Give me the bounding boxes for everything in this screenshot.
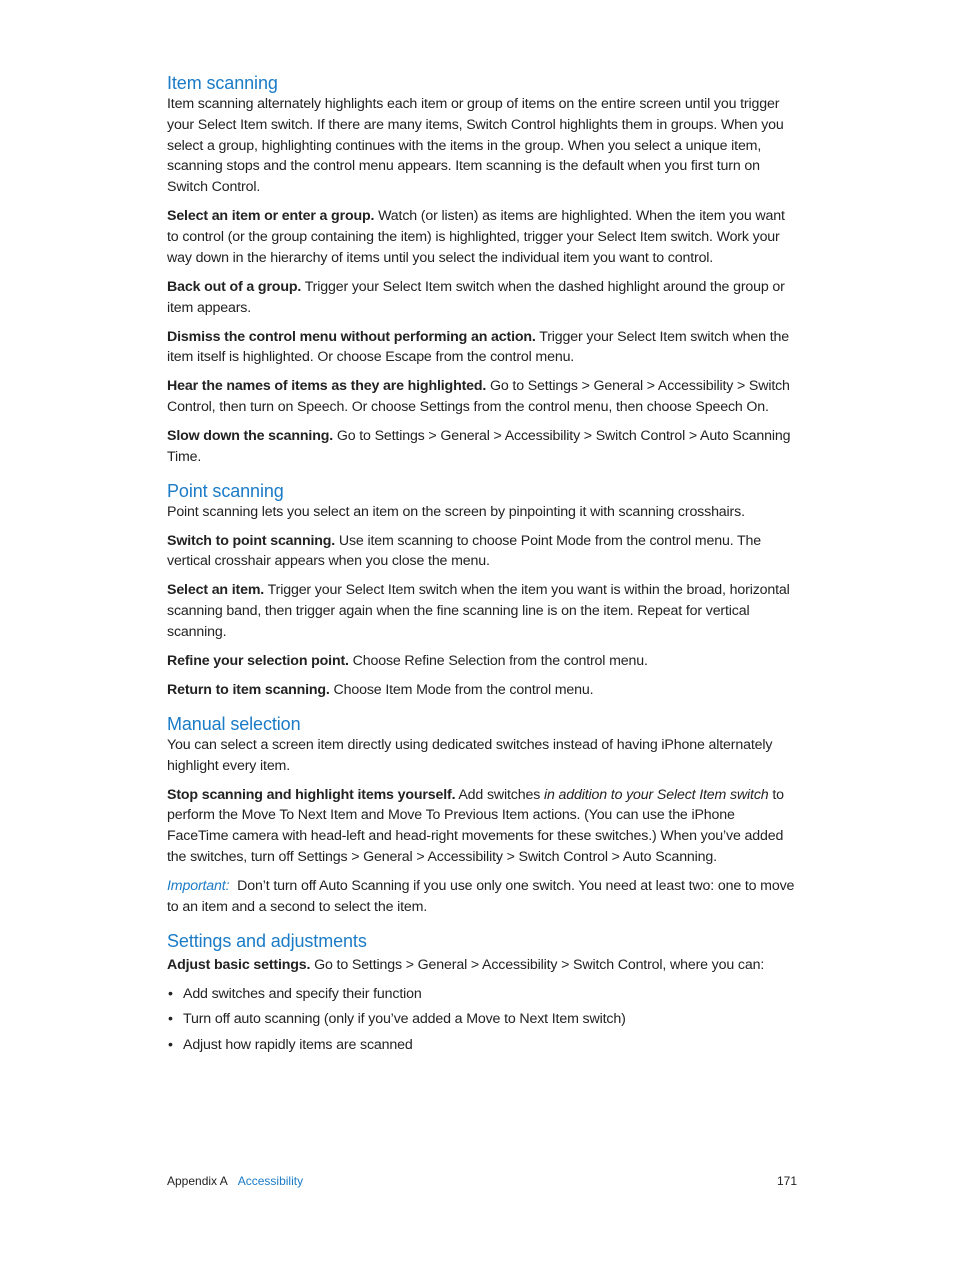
section-item-scanning — [167, 72, 799, 468]
page-content — [167, 72, 799, 1060]
task-paragraph — [167, 955, 799, 976]
section-intro: Item scanning alternately highlights each item or group of items on the entire screen until you trigger your Select Item switch. If there are many items, Switch Control highlights them in groups. When you select a group, highlighting continues with the items in the group. When you select a unique item, scanning stops and the control menu appears. Item scanning is the default when you first turn on Switch Control. — [167, 96, 784, 196]
task-paragraph — [167, 426, 799, 468]
task-text: Trigger your Select Item switch when the item itself is highlighted. Or choose Escape from the control menu. — [167, 328, 789, 366]
section-settings-adjustments — [167, 930, 799, 1056]
task-paragraph — [167, 531, 799, 573]
task-text: Watch (or listen) as items are highlighted. When the item you want to control (or the group containing the item) is highlighted, trigger your Select Item switch. Work your way down in the hierarchy of items until you select the individual item you want to control. — [167, 208, 785, 266]
task-paragraph — [167, 327, 799, 369]
task-lead: Adjust basic settings. — [167, 956, 311, 973]
list-item-text: Add switches and specify their function — [183, 985, 422, 1002]
task-lead: Select an item. — [167, 582, 265, 599]
task-text: Choose Item Mode from the control menu. — [329, 682, 594, 699]
task-paragraph — [167, 277, 799, 319]
bullet-icon: • — [168, 1036, 173, 1053]
list-item-text: Adjust how rapidly items are scanned — [183, 1036, 413, 1053]
task-text: Choose Refine Selection from the control menu. — [348, 653, 648, 670]
task-lead: Dismiss the control menu without performing an action. — [167, 328, 536, 345]
bullet-icon: • — [168, 1011, 173, 1028]
task-text: Trigger your Select Item switch when the item you want is within the broad, horizontal scanning band, then trigger again when the fine scanning line is on the item. Repeat for vertical scanning. — [167, 582, 790, 641]
task-text: Go to Settings > General > Accessibility > Switch Control > Auto Scanning Time. — [167, 428, 791, 465]
important-note — [167, 876, 799, 918]
task-lead: Switch to point scanning. — [167, 532, 336, 549]
task-emphasis: in addition to your Select Item switch — [543, 786, 769, 803]
list-item — [167, 1009, 799, 1030]
task-text: to perform the Move To Next Item and Move To Previous Item actions. (You can use the iPhone FaceTime camera with head-left and head-right movements for these switches.) When you’ve added the switches, turn off Settings > General > Accessibility > Switch Control > Auto Scanning. — [167, 786, 784, 865]
task-lead: Slow down the scanning. — [167, 428, 334, 445]
task-lead: Hear the names of items as they are highlighted. — [167, 378, 487, 395]
list-item — [167, 1035, 799, 1056]
task-paragraph — [167, 206, 799, 268]
section-manual-selection — [167, 713, 799, 918]
section-heading: Manual selection — [167, 713, 301, 734]
page-number: 171 — [776, 1174, 797, 1188]
task-lead: Refine your selection point. — [167, 653, 349, 670]
task-paragraph — [167, 376, 799, 418]
task-paragraph — [167, 785, 799, 868]
task-text: Trigger your Select Item switch when the dashed highlight around the group or item appears. — [167, 278, 785, 316]
important-text: Don’t turn off Auto Scanning if you use only one switch. You need at least two: one to move to an item and a second to select the item. — [167, 877, 795, 915]
page-footer — [167, 1172, 797, 1190]
section-heading: Point scanning — [167, 480, 284, 501]
task-paragraph — [167, 651, 799, 672]
task-lead: Stop scanning and highlight items yourself. — [167, 786, 456, 803]
task-paragraph — [167, 680, 799, 701]
footer-appendix: Appendix A — [167, 1174, 228, 1188]
task-lead: Back out of a group. — [167, 278, 302, 295]
task-lead: Select an item or enter a group. — [167, 208, 375, 225]
section-point-scanning — [167, 480, 799, 701]
section-intro: You can select a screen item directly using dedicated switches instead of having iPhone alternately highlight every item. — [167, 736, 773, 774]
section-heading: Item scanning — [167, 73, 278, 93]
section-heading: Settings and adjustments — [167, 930, 367, 951]
list-item — [167, 984, 799, 1005]
bullet-icon: • — [168, 985, 173, 1002]
settings-list — [167, 984, 799, 1056]
task-text: Go to Settings > General > Accessibility > Switch Control, where you can: — [310, 956, 765, 973]
task-text: Use item scanning to choose Point Mode from the control menu. The vertical crosshair appears when you close the menu. — [167, 532, 762, 570]
important-label: Important: — [167, 877, 230, 894]
footer-chapter-link[interactable]: Accessibility — [237, 1174, 304, 1188]
list-item-text: Turn off auto scanning (only if you’ve added a Move to Next Item switch) — [183, 1011, 626, 1028]
task-lead: Return to item scanning. — [167, 682, 330, 699]
task-text: Go to Settings > General > Accessibility > Switch Control, then turn on Speech. Or choose Settings from the control menu, then choose Speech On. — [167, 378, 790, 416]
task-text: Add switches — [455, 786, 544, 803]
section-intro: Point scanning lets you select an item on the screen by pinpointing it with scanning crosshairs. — [167, 503, 745, 520]
task-paragraph — [167, 580, 799, 642]
